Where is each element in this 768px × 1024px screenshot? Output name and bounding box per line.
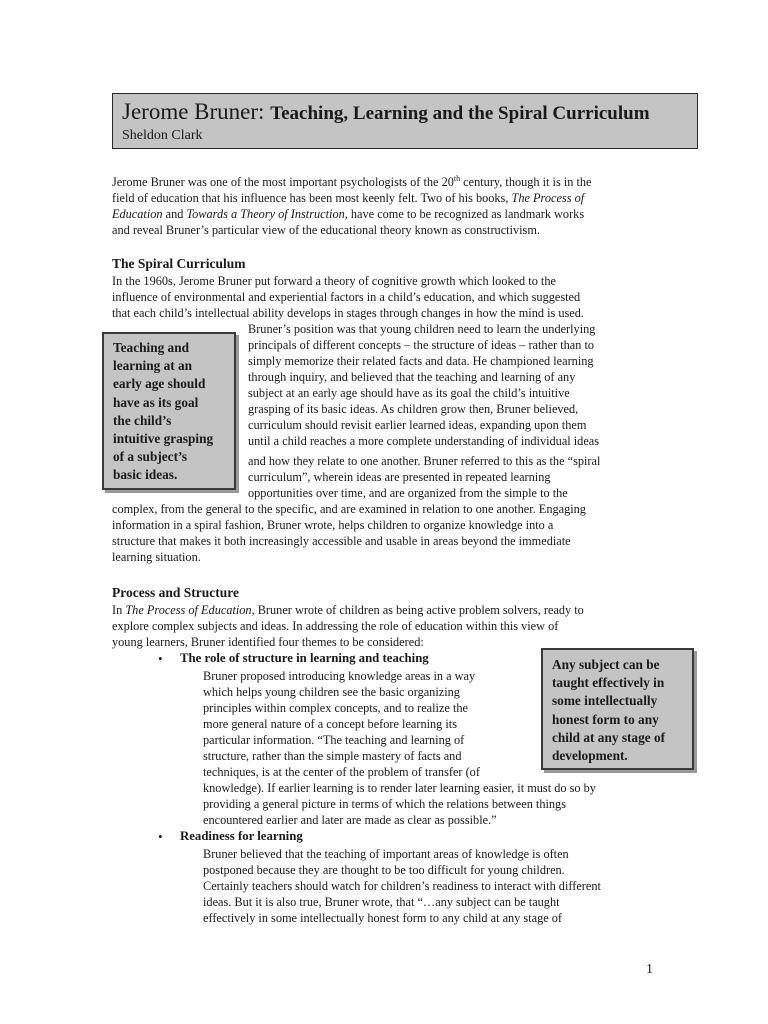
pull-quote-right	[541, 648, 694, 770]
intro-line: Jerome Bruner was one of the most important psychologists of the 20th century, though it is in the	[112, 174, 592, 189]
bullet-line: effectively in some intellectually honest form to any child at any stage of	[203, 911, 563, 925]
bullet-line: encountered earlier and later are made as clear as possible.”	[203, 813, 497, 827]
paragraph-line: principals of different concepts – the structure of ideas – rather than to	[248, 338, 595, 352]
pull-quote-line: Teaching and	[113, 340, 189, 355]
bullet-line: knowledge). If earlier learning is to render later learning easier, it must do so by	[203, 781, 596, 795]
section-heading: Process and Structure	[112, 585, 239, 600]
pull-quote-left	[102, 332, 236, 490]
bullet-title: Readiness for learning	[180, 829, 303, 843]
paragraph-line: explore complex subjects and ideas. In addressing the role of education within this view of	[112, 619, 559, 633]
intro-line: field of education that his influence has been most keenly felt. Two of his books, The Process of	[112, 191, 585, 205]
pull-quote-line: honest form to any	[552, 711, 659, 727]
section-heading: The Spiral Curriculum	[112, 256, 246, 271]
paragraph-line: structure that makes it both increasingly accessible and usable in areas beyond the immediate	[112, 534, 571, 548]
bullet-line: Certainly teachers should watch for children’s readiness to interact with different	[203, 879, 601, 893]
pull-quote-line: some intellectually	[552, 693, 658, 709]
paragraph-line: that each child’s intellectual ability develops in stages through changes in how the mind is used.	[112, 306, 584, 320]
intro-line: and reveal Bruner’s particular view of the educational theory known as constructivism.	[112, 223, 540, 237]
paragraph-line: curriculum should revisit earlier learned ideas, expanding upon them	[248, 418, 587, 432]
pull-quote-line: Any subject can be	[552, 657, 660, 672]
pull-quote-line: the child’s	[113, 412, 172, 428]
paragraph-line: until a child reaches a more complete understanding of individual ideas	[248, 434, 600, 448]
bullet-marker: •	[158, 651, 163, 666]
paragraph-line: subject at an early age should have as its goal the child’s intuitive	[248, 386, 570, 400]
paragraph-line: learning situation.	[112, 550, 201, 564]
paragraph-line: complex, from the general to the specific, and are examined in relation to one another. Engaging	[112, 502, 586, 516]
pull-quote-line: development.	[552, 748, 628, 764]
paragraph-line: simply memorize their related facts and data. He championed learning	[248, 354, 594, 368]
title-box	[112, 93, 698, 149]
paragraph-line: In The Process of Education, Bruner wrote of children as being active problem solvers, ready to	[112, 603, 584, 617]
paragraph-line: curriculum”, wherein ideas are presented in repeated learning	[248, 470, 551, 484]
bullet-line: ideas. But it is also true, Bruner wrote, that “…any subject can be taught	[203, 895, 560, 909]
pull-quote-line: taught effectively in	[552, 675, 665, 691]
bullet-line: providing a general picture in terms of which the relations between things	[203, 797, 566, 811]
intro-line: Education and Towards a Theory of Instruction, have come to be recognized as landmark works	[112, 207, 585, 221]
pull-quote-line: intuitive grasping	[113, 431, 214, 447]
page-number: 1	[646, 962, 653, 977]
bullet-marker: •	[158, 829, 163, 844]
bullet-line: techniques, is at the center of the problem of transfer (of	[203, 765, 480, 779]
bullet-line: more general nature of a concept before learning its	[203, 717, 458, 731]
pull-quote-line: child at any stage of	[552, 729, 666, 745]
paragraph-line: Bruner’s position was that young children need to learn the underlying	[248, 322, 596, 336]
pull-quote-line: basic ideas.	[113, 467, 178, 483]
author-name: Sheldon Clark	[122, 128, 203, 143]
paragraph-line: through inquiry, and believed that the teaching and learning of any	[248, 370, 576, 384]
bullet-line: Bruner believed that the teaching of important areas of knowledge is often	[203, 847, 569, 861]
paragraph-line: grasping of its basic ideas. As children grow then, Bruner believed,	[248, 402, 579, 416]
pull-quote-line: learning at an	[113, 358, 193, 374]
paragraph-line: opportunities over time, and are organized from the simple to the	[248, 486, 568, 500]
pull-quote-line: have as its goal	[113, 394, 199, 410]
document-title	[122, 100, 697, 126]
bullet-line: particular information. “The teaching and learning of	[203, 733, 465, 747]
pull-quote-line: of a subject’s	[113, 449, 188, 465]
paragraph-line: In the 1960s, Jerome Bruner put forward a theory of cognitive growth which looked to the	[112, 274, 556, 288]
bullet-title: The role of structure in learning and teaching	[180, 651, 429, 665]
title-name: Jerome Bruner:	[122, 99, 265, 124]
paragraph-line: young learners, Bruner identified four themes to be considered:	[112, 635, 424, 649]
bullet-line: postponed because they are thought to be too difficult for young children.	[203, 863, 565, 877]
bullet-line: which helps young children see the basic organizing	[203, 685, 460, 699]
bullet-line: Bruner proposed introducing knowledge areas in a way	[203, 669, 476, 683]
paragraph-line: information in a spiral fashion, Bruner wrote, helps children to organize knowledge into a	[112, 518, 554, 532]
bullet-line: principles within complex concepts, and to realize the	[203, 701, 468, 715]
title-subtitle: Teaching, Learning and the Spiral Curriculum	[270, 103, 650, 124]
bullet-line: structure, rather than the simple mastery of facts and	[203, 749, 462, 763]
pull-quote-line: early age should	[113, 376, 206, 392]
paragraph-line: influence of environmental and experiential factors in a child’s education, and which suggested	[112, 290, 581, 304]
paragraph-line: and how they relate to one another. Bruner referred to this as the “spiral	[248, 454, 601, 468]
